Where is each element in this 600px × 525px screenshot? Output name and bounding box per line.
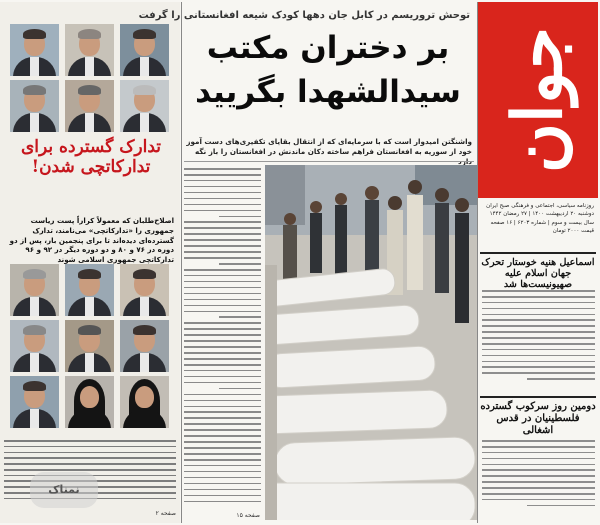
main-body-text [184, 168, 261, 518]
portrait-photo [65, 264, 114, 316]
portrait-photo [65, 376, 114, 428]
main-news-photo [265, 165, 477, 520]
main-lead: واشنگتن امیدوار است که با سرمایه‌ای که از انتقال بقایای تکفیری‌های دست آموز خود از سوریه به افغانستان فراهم ساخته دکان ماندنش در افغانستان را باز نگه [186, 137, 472, 156]
right-story-headline: دومین روز سرکوب گسترده فلسطینیان در قدس اشغالی [480, 396, 596, 438]
left-headline: تدارک گسترده برای تدارکاتچی شدن! [20, 137, 162, 177]
left-column [0, 2, 180, 523]
main-headline: بر دختران مکتب سیدالشهدا بگریید [195, 30, 461, 110]
watermark-logo: نمناک [30, 472, 98, 508]
portrait-photo [65, 24, 114, 76]
main-continuation: صفحه ۱۵ [236, 512, 260, 519]
left-continuation: صفحه ۲ [155, 510, 176, 517]
portrait-photo [10, 264, 59, 316]
pub-info-line: سال بیست و سوم | شماره ۶۲۰۳ | ۱۶ صفحه [490, 219, 594, 226]
left-lead: اصلاح‌طلبان که معمولاً کراراً پست ریاست جمهوری را «تدارکاتچی» می‌نامند، تدارک گسترده‌ای دیده‌اند تا برای پنجمین بار، پس از دو دوره در ۷۶ و ۸۰ و دو دوره دیگر در ۹۲ و ۹۶ تدارکاتچی جمهوری اسلامی شوند [9, 216, 174, 265]
publication-info [482, 202, 594, 246]
portrait-photo [65, 80, 114, 132]
pub-info-line: دوشنبه ۲۰ اردیبهشت ۱۴۰۰ | ۲۷ رمضان ۱۴۴۲ [489, 211, 594, 218]
right-story-body [482, 290, 595, 392]
portrait-photo [10, 320, 59, 372]
portrait-photo [120, 264, 169, 316]
portrait-photo [120, 320, 169, 372]
right-story-headline: اسماعیل هنیه خوستار تحرک جهان اسلام علیه صهیونیست‌ها شد [480, 252, 596, 286]
portrait-photo [10, 24, 59, 76]
divider [184, 161, 474, 162]
pub-info-line: قیمت ۲۰۰۰ تومان [552, 227, 594, 234]
portrait-photo [10, 376, 59, 428]
pub-info-line: روزنامه سیاسی، اجتماعی و فرهنگی صبح ایران [486, 203, 594, 209]
main-kicker: توحش تروریسم در کابل جان دهها کودک شیعه افغانستانی را گرفت [138, 10, 470, 21]
right-story-body [482, 440, 595, 518]
portrait-photo [120, 80, 169, 132]
portrait-photo [65, 320, 114, 372]
portrait-photo [120, 376, 169, 428]
portrait-photo [120, 24, 169, 76]
portrait-photo [10, 80, 59, 132]
newspaper-logo: جوان [498, 27, 578, 173]
masthead [478, 2, 598, 198]
